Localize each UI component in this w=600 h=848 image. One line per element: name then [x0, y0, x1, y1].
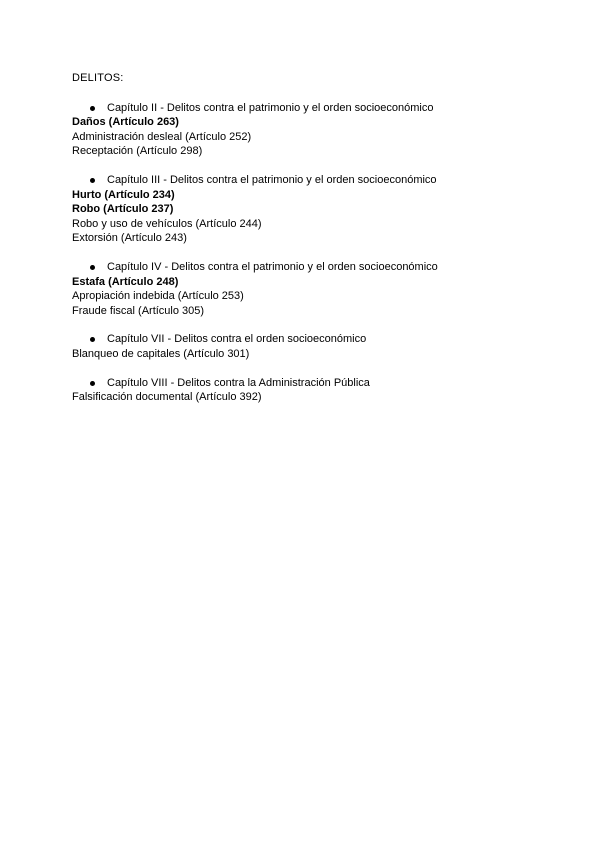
chapter-bullet-item [72, 101, 542, 116]
document-body [72, 71, 542, 419]
document-heading: DELITOS: [72, 72, 124, 84]
crime-entry: Robo (Artículo 237) [72, 203, 174, 216]
chapter-bullet-item [72, 332, 542, 347]
crime-entry: Daños (Artículo 263) [72, 116, 179, 129]
bullet-icon [90, 106, 95, 111]
chapter-section [72, 101, 542, 159]
chapter-bullet-item [72, 173, 542, 188]
crime-entry: Apropiación indebida (Artículo 253) [72, 290, 244, 303]
bullet-icon [90, 381, 95, 386]
chapter-bullet-item [72, 376, 542, 391]
chapter-bullet-item [72, 260, 542, 275]
crime-entry: Receptación (Artículo 298) [72, 145, 203, 158]
chapter-title: Capítulo IV - Delitos contra el patrimonio y el orden socioeconómico [107, 260, 438, 273]
chapter-section [72, 260, 542, 318]
bullet-icon [90, 178, 95, 183]
crime-entry: Robo y uso de vehículos (Artículo 244) [72, 217, 262, 230]
crime-entry: Fraude fiscal (Artículo 305) [72, 304, 205, 317]
chapter-title: Capítulo III - Delitos contra el patrimonio y el orden socioeconómico [107, 173, 437, 186]
bullet-icon [90, 337, 95, 342]
chapter-section [72, 376, 542, 405]
crime-entry: Administración desleal (Artículo 252) [72, 130, 252, 143]
crime-entry: Falsificación documental (Artículo 392) [72, 391, 262, 404]
chapter-title: Capítulo II - Delitos contra el patrimonio y el orden socioeconómico [107, 101, 434, 114]
crime-entry: Hurto (Artículo 234) [72, 188, 175, 201]
chapter-title: Capítulo VII - Delitos contra el orden socioeconómico [107, 333, 367, 346]
crime-entry: Extorsión (Artículo 243) [72, 232, 187, 245]
chapter-title: Capítulo VIII - Delitos contra la Administración Pública [107, 376, 370, 389]
crime-entry: Blanqueo de capitales (Artículo 301) [72, 347, 250, 360]
chapter-section [72, 173, 542, 246]
crime-entry: Estafa (Artículo 248) [72, 275, 179, 288]
bullet-icon [90, 265, 95, 270]
chapter-section [72, 332, 542, 361]
